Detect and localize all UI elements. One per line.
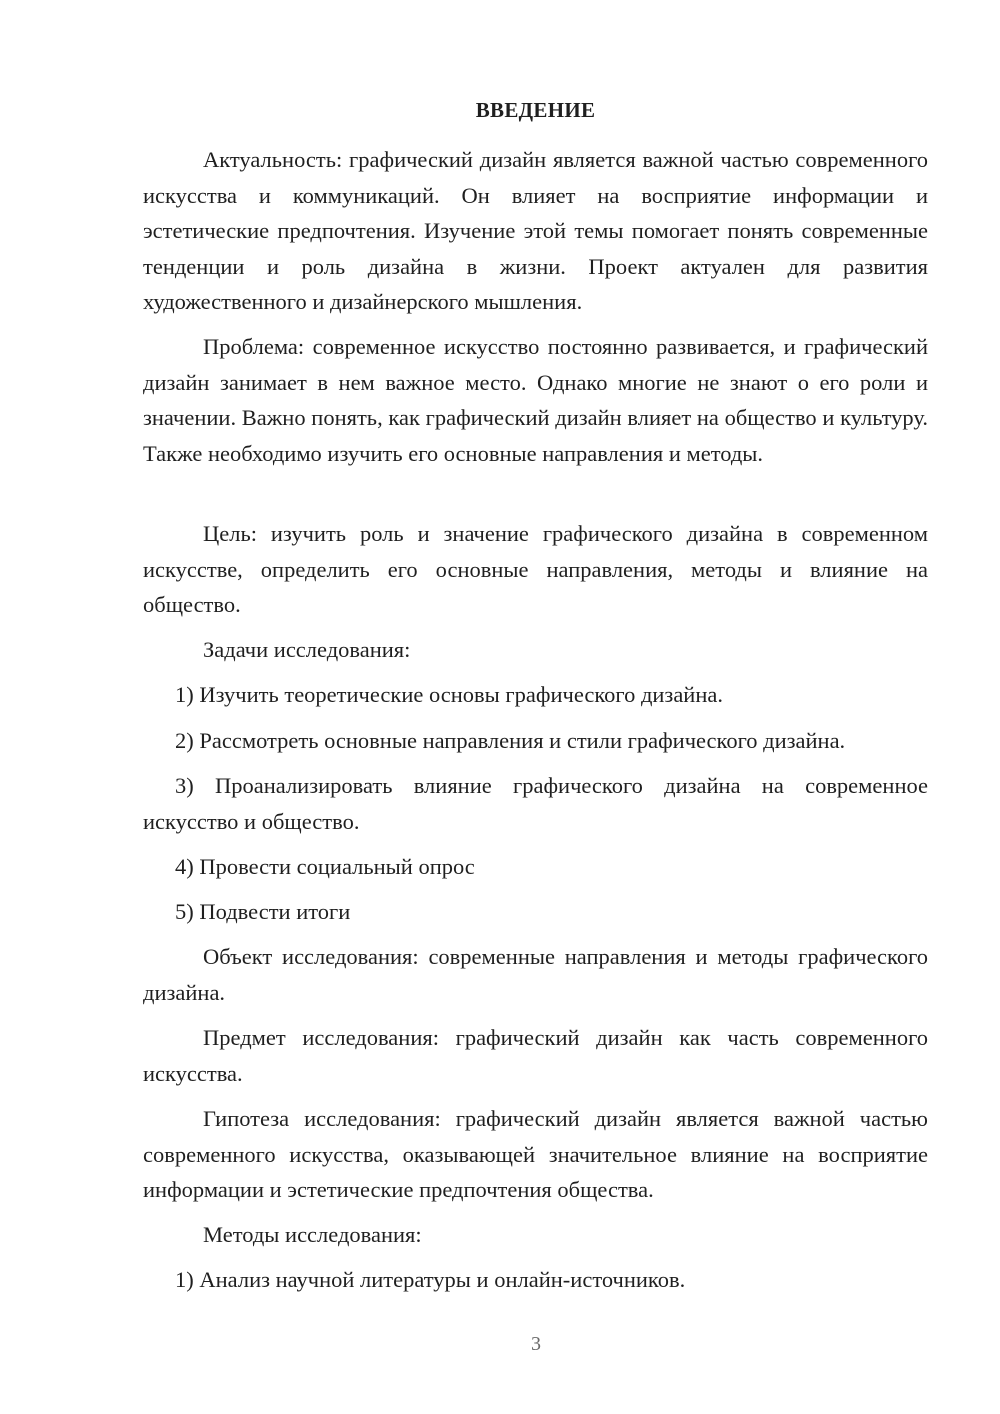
goal-paragraph	[143, 516, 928, 623]
methods-heading-text: Методы исследования:	[203, 1222, 422, 1247]
task-item-1: 1) Изучить теоретические основы графического дизайна.	[175, 682, 723, 707]
relevance-paragraph	[143, 142, 928, 320]
object-text: Объект исследования: современные направления и методы графического дизайна.	[143, 944, 928, 1005]
method-item-1: 1) Анализ научной литературы и онлайн-источников.	[175, 1267, 686, 1292]
tasks-heading-text: Задачи исследования:	[203, 637, 411, 662]
tasks-list-item	[143, 768, 928, 839]
tasks-list-item	[143, 677, 928, 713]
task-item-5: 5) Подвести итоги	[175, 899, 351, 924]
methods-list-item	[143, 1262, 928, 1298]
page-title: ВВЕДЕНИЕ	[475, 98, 596, 122]
task-item-3: 3) Проанализировать влияние графического дизайна на современное искусство и общество.	[143, 773, 928, 834]
goal-text: Цель: изучить роль и значение графического дизайна в современном искусстве, определить его основные направления, методы и влияние на общество.	[143, 521, 928, 617]
subject-paragraph	[143, 1020, 928, 1091]
page-number: 3	[531, 1333, 541, 1355]
tasks-list-item	[143, 723, 928, 759]
task-item-2: 2) Рассмотреть основные направления и стили графического дизайна.	[175, 728, 846, 753]
object-paragraph	[143, 939, 928, 1010]
tasks-list-item	[143, 894, 928, 930]
problem-paragraph	[143, 329, 928, 471]
problem-text: Проблема: современное искусство постоянно развивается, и графический дизайн занимает в нем важное место. Однако многие не знают о его роли и значении. Важно понять, как графический дизайн влияет на общество и культуру. Также необходимо изучить его основные направления и методы.	[143, 334, 928, 466]
relevance-text: Актуальность: графический дизайн является важной частью современного искусства и коммуникаций. Он влияет на восприятие информации и эстетические предпочтения. Изучение этой темы помогает понять современные тенденции и роль дизайна в жизни. Проект актуален для развития художественного и дизайнерского мышления.	[143, 147, 928, 314]
subject-text: Предмет исследования: графический дизайн как часть современного искусства.	[143, 1025, 928, 1086]
hypothesis-text: Гипотеза исследования: графический дизайн является важной частью современного искусства, оказывающей значительное влияние на восприятие информации и эстетические предпочтения общества.	[143, 1106, 928, 1202]
tasks-heading	[143, 632, 928, 668]
task-item-4: 4) Провести социальный опрос	[175, 854, 475, 879]
hypothesis-paragraph	[143, 1101, 928, 1208]
tasks-list-item	[143, 849, 928, 885]
methods-heading	[143, 1217, 928, 1253]
